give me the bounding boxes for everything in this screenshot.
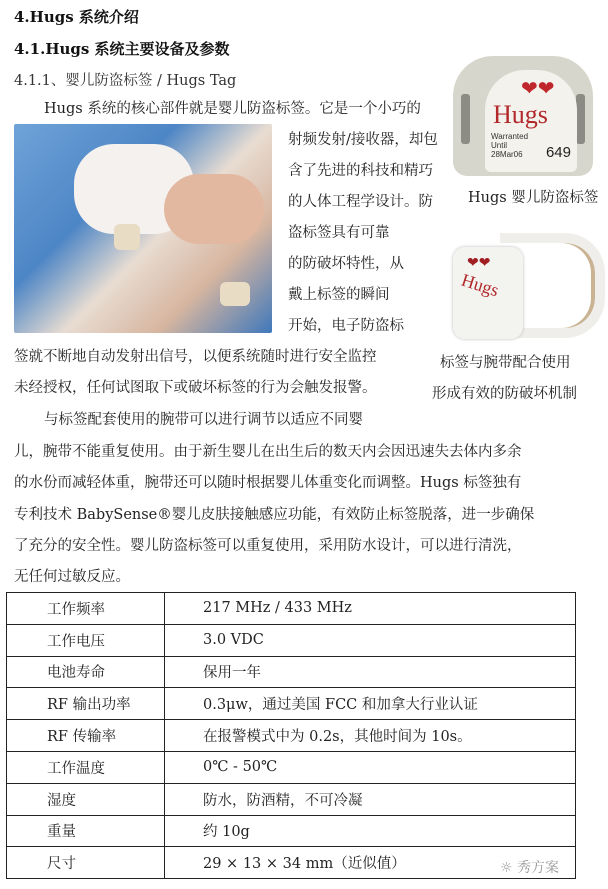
spec-value: 在报警模式中为 0.2s，其他时间为 10s。 xyxy=(165,720,576,752)
hearts-icon: ❤❤ xyxy=(521,76,555,100)
spec-key: 电池寿命 xyxy=(7,656,165,688)
text-line: 专利技术 BabySense®婴儿皮肤接触感应功能，有效防止标签脱落，进一步确保 xyxy=(14,507,535,523)
text-line: 的人体工程学设计。防 xyxy=(288,194,433,210)
band-image-caption-line2: 形成有效的防破坏机制 xyxy=(432,386,577,402)
table-row xyxy=(7,847,576,879)
text-line: 了充分的安全性。婴儿防盗标签可以重复使用，采用防水设计，可以进行清洗， xyxy=(14,538,522,554)
spec-value: 0℃ - 50℃ xyxy=(165,751,576,783)
text-line: 含了先进的科技和精巧 xyxy=(288,163,433,179)
spec-value: 3.0 VDC xyxy=(165,624,576,656)
watermark-text: 秀方案 xyxy=(517,860,560,876)
hearts-icon: ❤❤ xyxy=(467,255,491,271)
tag-label: Until xyxy=(491,141,508,150)
wechat-icon: ☼ xyxy=(500,860,518,876)
heading-section-4-1-1: 4.1.1、婴儿防盗标签 / Hugs Tag xyxy=(14,73,237,89)
hugs-band-image xyxy=(445,225,600,347)
text-line: 签就不断地自动发射出信号，以便系统随时进行安全监控 xyxy=(14,349,377,365)
spec-value: 约 10g xyxy=(165,815,576,847)
spec-key: 湿度 xyxy=(7,783,165,815)
spec-value: 29 × 13 × 34 mm（近似值） xyxy=(165,847,576,879)
text-line: 的水份而减轻体重，腕带还可以随时根据婴儿体重变化而调整。Hugs 标签独有 xyxy=(14,475,522,491)
heading-section-4-1: 4.1.Hugs 系统主要设备及参数 xyxy=(14,40,230,58)
tag-image-caption: Hugs 婴儿防盗标签 xyxy=(468,190,599,206)
text-line: 戴上标签的瞬间 xyxy=(288,287,390,303)
spec-key: 尺寸 xyxy=(7,847,165,879)
hugs-tag-image xyxy=(445,50,600,182)
text-line: Hugs 系统的核心部件就是婴儿防盗标签。它是一个小巧的 xyxy=(44,101,421,117)
spec-key: 重量 xyxy=(7,815,165,847)
tag-date: 28Mar06 xyxy=(491,150,523,159)
spec-key: RF 传输率 xyxy=(7,720,165,752)
text-line: 无任何过敏反应。 xyxy=(14,569,130,585)
table-row xyxy=(7,751,576,783)
table-row xyxy=(7,656,576,688)
spec-key: RF 输出功率 xyxy=(7,688,165,720)
tag-label: Warranted xyxy=(491,132,529,141)
spec-key: 工作频率 xyxy=(7,593,165,625)
text-line: 未经授权，任何试图取下或破坏标签的行为会触发报警。 xyxy=(14,380,377,396)
hugs-logo: Hugs xyxy=(458,269,502,301)
spec-value: 0.3μw，通过美国 FCC 和加拿大行业认证 xyxy=(165,688,576,720)
table-row xyxy=(7,783,576,815)
table-row xyxy=(7,720,576,752)
tag-number: 649 xyxy=(545,144,571,161)
watermark xyxy=(500,857,559,877)
spec-key: 工作温度 xyxy=(7,751,165,783)
text-line: 盗标签具有可靠 xyxy=(288,225,390,241)
band-image-caption-line1: 标签与腕带配合使用 xyxy=(440,355,571,371)
spec-value: 防水，防酒精，不可冷凝 xyxy=(165,783,576,815)
heading-section-4: 4.Hugs 系统介绍 xyxy=(14,8,139,26)
spec-value: 217 MHz / 433 MHz xyxy=(165,593,576,625)
spec-value: 保用一年 xyxy=(165,656,576,688)
table-row xyxy=(7,688,576,720)
baby-wearing-tag-photo xyxy=(14,124,272,333)
text-line: 开始，电子防盗标 xyxy=(288,318,404,334)
table-row xyxy=(7,624,576,656)
hugs-logo: Hugs xyxy=(493,100,548,129)
spec-key: 工作电压 xyxy=(7,624,165,656)
table-row xyxy=(7,593,576,625)
table-row xyxy=(7,815,576,847)
text-line: 与标签配套使用的腕带可以进行调节以适应不同婴 xyxy=(44,412,363,428)
text-line: 儿，腕带不能重复使用。由于新生婴儿在出生后的数天内会因迅速失去体内多余 xyxy=(14,444,522,460)
text-line: 的防破坏特性，从 xyxy=(288,256,404,272)
text-line: 射频发射/接收器，却包 xyxy=(288,132,438,148)
spec-table xyxy=(6,592,576,879)
